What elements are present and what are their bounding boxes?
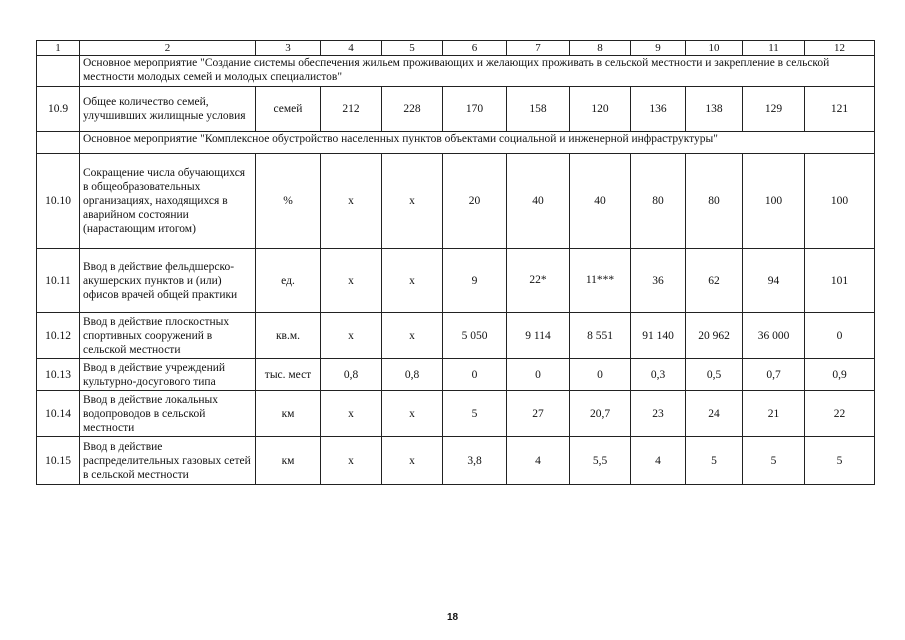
value-cell: 40 [507, 154, 570, 249]
value-cell: 24 [686, 391, 743, 437]
header-cell: 7 [507, 41, 570, 56]
value-cell: 20 [443, 154, 507, 249]
value-cell: х [321, 154, 382, 249]
value-cell: 0 [507, 359, 570, 391]
row-unit: тыс. мест [256, 359, 321, 391]
header-cell: 11 [743, 41, 805, 56]
value-cell: х [382, 437, 443, 485]
header-cell: 6 [443, 41, 507, 56]
value-cell: 8 551 [570, 313, 631, 359]
value-cell: 0 [570, 359, 631, 391]
row-unit: % [256, 154, 321, 249]
value-cell: х [321, 313, 382, 359]
value-cell: 94 [743, 249, 805, 313]
value-cell: 40 [570, 154, 631, 249]
page-number: 18 [446, 612, 459, 623]
row-description: Сокращение числа обучающихся в общеобразовательных организациях, находящихся в аварийном состоянии (нарастающим итогом) [80, 154, 256, 249]
value-cell: х [321, 391, 382, 437]
indicators-table [36, 40, 875, 485]
row-number: 10.14 [37, 391, 80, 437]
row-unit: км [256, 391, 321, 437]
table-row [37, 437, 875, 485]
value-cell: 120 [570, 87, 631, 132]
value-cell: 0,3 [631, 359, 686, 391]
value-cell: 5 [443, 391, 507, 437]
table-row [37, 391, 875, 437]
table-row [37, 154, 875, 249]
header-cell: 8 [570, 41, 631, 56]
value-cell: 0,5 [686, 359, 743, 391]
row-description: Ввод в действие учреждений культурно-досугового типа [80, 359, 256, 391]
value-cell: 9 114 [507, 313, 570, 359]
header-cell: 5 [382, 41, 443, 56]
value-cell: 0,9 [805, 359, 875, 391]
table-row [37, 249, 875, 313]
value-cell: 80 [631, 154, 686, 249]
section-row [37, 56, 875, 87]
header-cell: 3 [256, 41, 321, 56]
header-cell: 12 [805, 41, 875, 56]
header-row [37, 41, 875, 56]
value-cell: 170 [443, 87, 507, 132]
value-cell: 101 [805, 249, 875, 313]
value-cell: 80 [686, 154, 743, 249]
row-unit: семей [256, 87, 321, 132]
value-cell: 21 [743, 391, 805, 437]
header-cell: 2 [80, 41, 256, 56]
row-number: 10.12 [37, 313, 80, 359]
value-cell: 22 [805, 391, 875, 437]
value-cell: 5 050 [443, 313, 507, 359]
section-title: Основное мероприятие "Комплексное обустройство населенных пунктов объектами социальной и инженерной инфраструктуры" [80, 132, 875, 154]
value-cell: 36 000 [743, 313, 805, 359]
value-cell: 4 [631, 437, 686, 485]
value-cell: 0,8 [382, 359, 443, 391]
value-cell: 212 [321, 87, 382, 132]
row-number: 10.15 [37, 437, 80, 485]
value-cell: 129 [743, 87, 805, 132]
value-cell: 62 [686, 249, 743, 313]
value-cell: 5 [805, 437, 875, 485]
value-cell: 0 [805, 313, 875, 359]
value-cell: 0,7 [743, 359, 805, 391]
empty-cell [37, 56, 80, 87]
row-unit: ед. [256, 249, 321, 313]
value-cell: 138 [686, 87, 743, 132]
value-cell: 5 [743, 437, 805, 485]
row-description: Ввод в действие фельдшерско-акушерских пунктов и (или) офисов врачей общей практики [80, 249, 256, 313]
value-cell: 20,7 [570, 391, 631, 437]
header-cell: 9 [631, 41, 686, 56]
value-cell: 0 [443, 359, 507, 391]
row-description: Ввод в действие распределительных газовых сетей в сельской местности [80, 437, 256, 485]
value-cell: х [382, 391, 443, 437]
table-row [37, 313, 875, 359]
header-cell: 10 [686, 41, 743, 56]
value-cell: 100 [805, 154, 875, 249]
value-cell: х [382, 249, 443, 313]
value-cell: 100 [743, 154, 805, 249]
header-cell: 1 [37, 41, 80, 56]
value-cell: х [382, 313, 443, 359]
value-cell: 91 140 [631, 313, 686, 359]
value-cell: 36 [631, 249, 686, 313]
row-number: 10.11 [37, 249, 80, 313]
value-cell: 0,8 [321, 359, 382, 391]
row-description: Общее количество семей, улучшивших жилищные условия [80, 87, 256, 132]
value-cell: х [321, 437, 382, 485]
table-row [37, 87, 875, 132]
value-cell: 27 [507, 391, 570, 437]
value-cell: х [382, 154, 443, 249]
value-cell: х [321, 249, 382, 313]
value-cell: 158 [507, 87, 570, 132]
header-cell: 4 [321, 41, 382, 56]
section-row [37, 132, 875, 154]
row-description: Ввод в действие плоскостных спортивных сооружений в сельской местности [80, 313, 256, 359]
value-cell: 4 [507, 437, 570, 485]
value-cell: 3,8 [443, 437, 507, 485]
table-row [37, 359, 875, 391]
value-cell: 5 [686, 437, 743, 485]
row-unit: кв.м. [256, 313, 321, 359]
value-cell: 9 [443, 249, 507, 313]
value-cell: 5,5 [570, 437, 631, 485]
row-number: 10.10 [37, 154, 80, 249]
value-cell: 20 962 [686, 313, 743, 359]
value-cell: 22* [507, 249, 570, 313]
value-cell: 121 [805, 87, 875, 132]
row-description: Ввод в действие локальных водопроводов в сельской местности [80, 391, 256, 437]
row-unit: км [256, 437, 321, 485]
section-title: Основное мероприятие "Создание системы обеспечения жильем проживающих и желающих проживать в сельской местности и закрепление в сельской местности молодых семей и молодых специалистов" [80, 56, 875, 87]
row-number: 10.13 [37, 359, 80, 391]
value-cell: 136 [631, 87, 686, 132]
value-cell: 23 [631, 391, 686, 437]
empty-cell [37, 132, 80, 154]
value-cell: 228 [382, 87, 443, 132]
row-number: 10.9 [37, 87, 80, 132]
value-cell: 11*** [570, 249, 631, 313]
